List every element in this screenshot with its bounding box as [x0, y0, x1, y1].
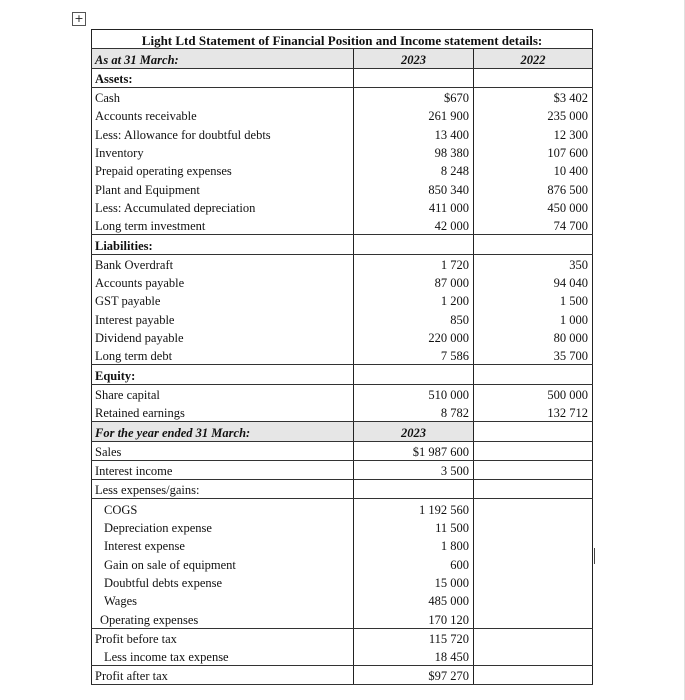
table-row — [92, 573, 593, 591]
value-2023: 18 450 — [354, 647, 474, 666]
value-2022: 94 040 — [474, 273, 593, 291]
table-row — [92, 143, 593, 161]
value-2023: $97 270 — [354, 666, 474, 685]
table-row — [92, 198, 593, 216]
section-heading-row — [92, 68, 593, 87]
section-heading-row — [92, 235, 593, 254]
table-row — [92, 254, 593, 273]
liabilities-heading: Liabilities: — [92, 235, 354, 254]
table-row — [92, 499, 593, 518]
row-label: Less: Accumulated depreciation — [92, 198, 354, 216]
row-label: Interest payable — [92, 309, 354, 327]
row-label: Doubtful debts expense — [92, 573, 354, 591]
table-row — [92, 384, 593, 403]
table-row — [92, 106, 593, 124]
income-header-label: For the year ended 31 March: — [92, 422, 354, 441]
row-label: Less income tax expense — [92, 647, 354, 666]
row-label: Long term investment — [92, 216, 354, 235]
value-2023: 485 000 — [354, 591, 474, 609]
header-row — [92, 49, 593, 68]
table-row — [92, 441, 593, 460]
row-label: Cash — [92, 87, 354, 106]
value-2023: 1 200 — [354, 291, 474, 309]
value-2023: 510 000 — [354, 384, 474, 403]
value-2023: $670 — [354, 87, 474, 106]
header-label: As at 31 March: — [92, 49, 354, 68]
table-row — [92, 346, 593, 365]
row-label: Wages — [92, 591, 354, 609]
value-2022: 107 600 — [474, 143, 593, 161]
header-year-2023: 2023 — [354, 49, 474, 68]
value-2022: 876 500 — [474, 179, 593, 197]
section-heading-row — [92, 365, 593, 384]
row-label: Long term debt — [92, 346, 354, 365]
table-row — [92, 216, 593, 235]
value-2022: 235 000 — [474, 106, 593, 124]
row-label: Interest income — [92, 460, 354, 479]
table-row — [92, 124, 593, 142]
table-row — [92, 480, 593, 499]
table-row — [92, 628, 593, 647]
value-2022: 10 400 — [474, 161, 593, 179]
table-row — [92, 518, 593, 536]
value-2023: 3 500 — [354, 460, 474, 479]
value-2023: 600 — [354, 554, 474, 572]
table-row — [92, 328, 593, 346]
table-row — [92, 536, 593, 554]
row-label: Profit before tax — [92, 628, 354, 647]
value-2023: 15 000 — [354, 573, 474, 591]
row-label: Dividend payable — [92, 328, 354, 346]
value-2022: 35 700 — [474, 346, 593, 365]
value-2023: 7 586 — [354, 346, 474, 365]
value-2022: 80 000 — [474, 328, 593, 346]
value-2023: 170 120 — [354, 609, 474, 628]
row-label: Share capital — [92, 384, 354, 403]
value-2023: $1 987 600 — [354, 441, 474, 460]
value-2023: 1 720 — [354, 254, 474, 273]
row-label: Profit after tax — [92, 666, 354, 685]
value-2023: 115 720 — [354, 628, 474, 647]
table-row — [92, 609, 593, 628]
table-row — [92, 179, 593, 197]
row-label: Interest expense — [92, 536, 354, 554]
row-label: Operating expenses — [92, 609, 354, 628]
row-label: Inventory — [92, 143, 354, 161]
value-2023: 42 000 — [354, 216, 474, 235]
row-label: COGS — [92, 499, 354, 518]
text-cursor — [594, 548, 595, 564]
value-2022: $3 402 — [474, 87, 593, 106]
table-row — [92, 460, 593, 479]
row-label: Retained earnings — [92, 403, 354, 422]
assets-heading: Assets: — [92, 68, 354, 87]
row-label: Bank Overdraft — [92, 254, 354, 273]
row-label: Depreciation expense — [92, 518, 354, 536]
table-row — [92, 403, 593, 422]
row-label: Accounts payable — [92, 273, 354, 291]
value-2022: 450 000 — [474, 198, 593, 216]
value-2023: 11 500 — [354, 518, 474, 536]
value-2023: 87 000 — [354, 273, 474, 291]
row-label: GST payable — [92, 291, 354, 309]
table-row — [92, 87, 593, 106]
value-2023: 13 400 — [354, 124, 474, 142]
row-label: Sales — [92, 441, 354, 460]
value-2023: 220 000 — [354, 328, 474, 346]
table-row — [92, 309, 593, 327]
table-move-handle-icon[interactable]: + — [72, 12, 86, 26]
value-2023: 261 900 — [354, 106, 474, 124]
value-2023: 8 248 — [354, 161, 474, 179]
table-row — [92, 291, 593, 309]
table-row — [92, 161, 593, 179]
income-header-year: 2023 — [354, 422, 474, 441]
table-row — [92, 591, 593, 609]
value-2023: 98 380 — [354, 143, 474, 161]
value-2023: 8 782 — [354, 403, 474, 422]
value-2022: 74 700 — [474, 216, 593, 235]
table-row — [92, 554, 593, 572]
table-title: Light Ltd Statement of Financial Position and Income statement details: — [92, 30, 593, 49]
value-2022: 1 500 — [474, 291, 593, 309]
financial-statement-table — [91, 29, 593, 685]
table-row — [92, 647, 593, 666]
row-label: Plant and Equipment — [92, 179, 354, 197]
value-2023: 850 340 — [354, 179, 474, 197]
row-label: Prepaid operating expenses — [92, 161, 354, 179]
value-2023: 1 800 — [354, 536, 474, 554]
table-row — [92, 666, 593, 685]
value-2022: 1 000 — [474, 309, 593, 327]
value-2022: 350 — [474, 254, 593, 273]
value-2023: 850 — [354, 309, 474, 327]
row-label: Gain on sale of equipment — [92, 554, 354, 572]
value-2022: 132 712 — [474, 403, 593, 422]
income-header-row — [92, 422, 593, 441]
equity-heading: Equity: — [92, 365, 354, 384]
value-2022: 12 300 — [474, 124, 593, 142]
header-year-2022: 2022 — [474, 49, 593, 68]
value-2023: 411 000 — [354, 198, 474, 216]
less-expenses-heading: Less expenses/gains: — [92, 480, 354, 499]
value-2023: 1 192 560 — [354, 499, 474, 518]
table-row — [92, 273, 593, 291]
row-label: Accounts receivable — [92, 106, 354, 124]
value-2022: 500 000 — [474, 384, 593, 403]
row-label: Less: Allowance for doubtful debts — [92, 124, 354, 142]
